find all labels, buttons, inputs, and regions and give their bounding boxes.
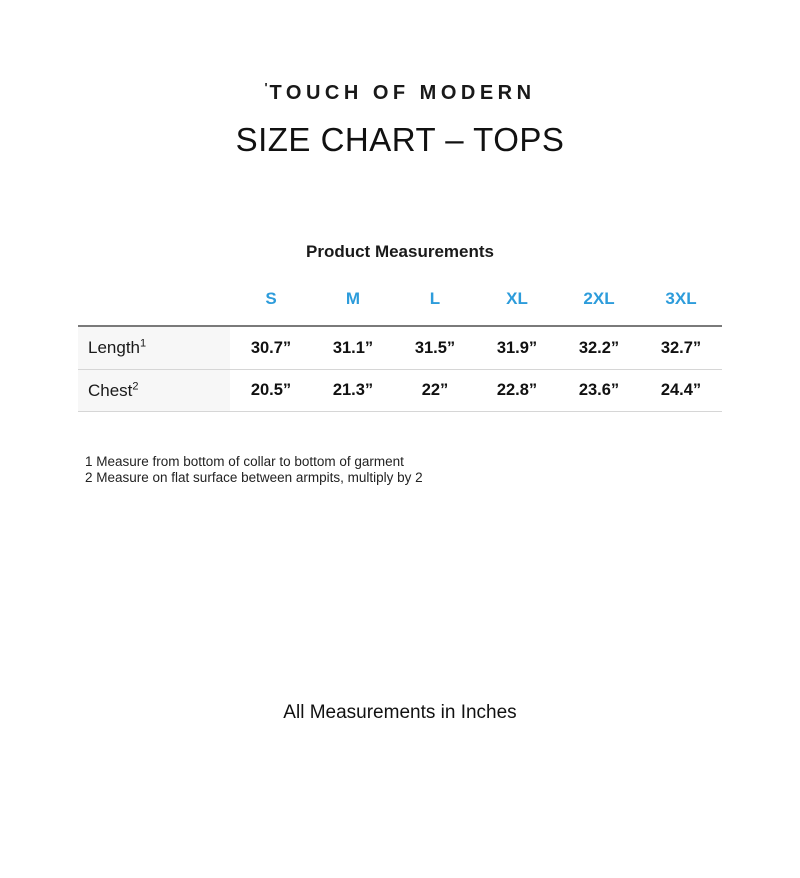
size-header-3xl: 3XL bbox=[665, 289, 697, 308]
footnote-1: 1 Measure from bottom of collar to bottom of garment bbox=[85, 454, 404, 469]
size-chart-table bbox=[78, 289, 722, 412]
chest-value-3xl: 24.4” bbox=[660, 381, 702, 399]
footnote-2: 2 Measure on flat surface between armpits, multiply by 2 bbox=[85, 470, 423, 485]
size-header-row bbox=[78, 289, 722, 309]
logo-text: TOUCH OF MODERN bbox=[269, 82, 536, 104]
page-title: SIZE CHART – TOPS bbox=[235, 121, 565, 158]
units-note: All Measurements in Inches bbox=[283, 702, 517, 723]
chest-value-s: 20.5” bbox=[250, 381, 292, 399]
size-header-s: S bbox=[265, 289, 277, 308]
chest-value-l: 22” bbox=[421, 381, 449, 399]
chest-value-xl: 22.8” bbox=[496, 381, 538, 399]
row-label-text: Chest bbox=[88, 380, 133, 400]
length-value-l: 31.5” bbox=[414, 338, 456, 357]
length-value-s: 30.7” bbox=[250, 338, 292, 357]
footnotes bbox=[85, 454, 800, 486]
row-label-text: Length bbox=[88, 338, 140, 357]
size-header-2xl: 2XL bbox=[583, 289, 615, 308]
row-label-length bbox=[78, 327, 230, 369]
size-header-l: L bbox=[429, 289, 441, 308]
length-value-m: 31.1” bbox=[332, 338, 374, 357]
table-row-chest bbox=[78, 369, 722, 411]
row-label-footnote-ref: 2 bbox=[132, 379, 139, 392]
length-value-xl: 31.9” bbox=[496, 338, 538, 357]
brand-logo bbox=[0, 78, 800, 103]
table-title: Product Measurements bbox=[306, 242, 494, 261]
row-label-footnote-ref: 1 bbox=[140, 337, 147, 350]
size-header-xl: XL bbox=[506, 289, 528, 308]
row-label-chest bbox=[78, 370, 230, 411]
length-value-3xl: 32.7” bbox=[660, 338, 702, 357]
table-body bbox=[78, 325, 722, 412]
logo-tick-mark: ' bbox=[264, 80, 269, 95]
chest-value-2xl: 23.6” bbox=[578, 381, 620, 399]
chest-value-m: 21.3” bbox=[332, 381, 374, 399]
length-value-2xl: 32.2” bbox=[578, 338, 620, 357]
table-row-length bbox=[78, 327, 722, 369]
size-header-m: M bbox=[345, 289, 361, 308]
